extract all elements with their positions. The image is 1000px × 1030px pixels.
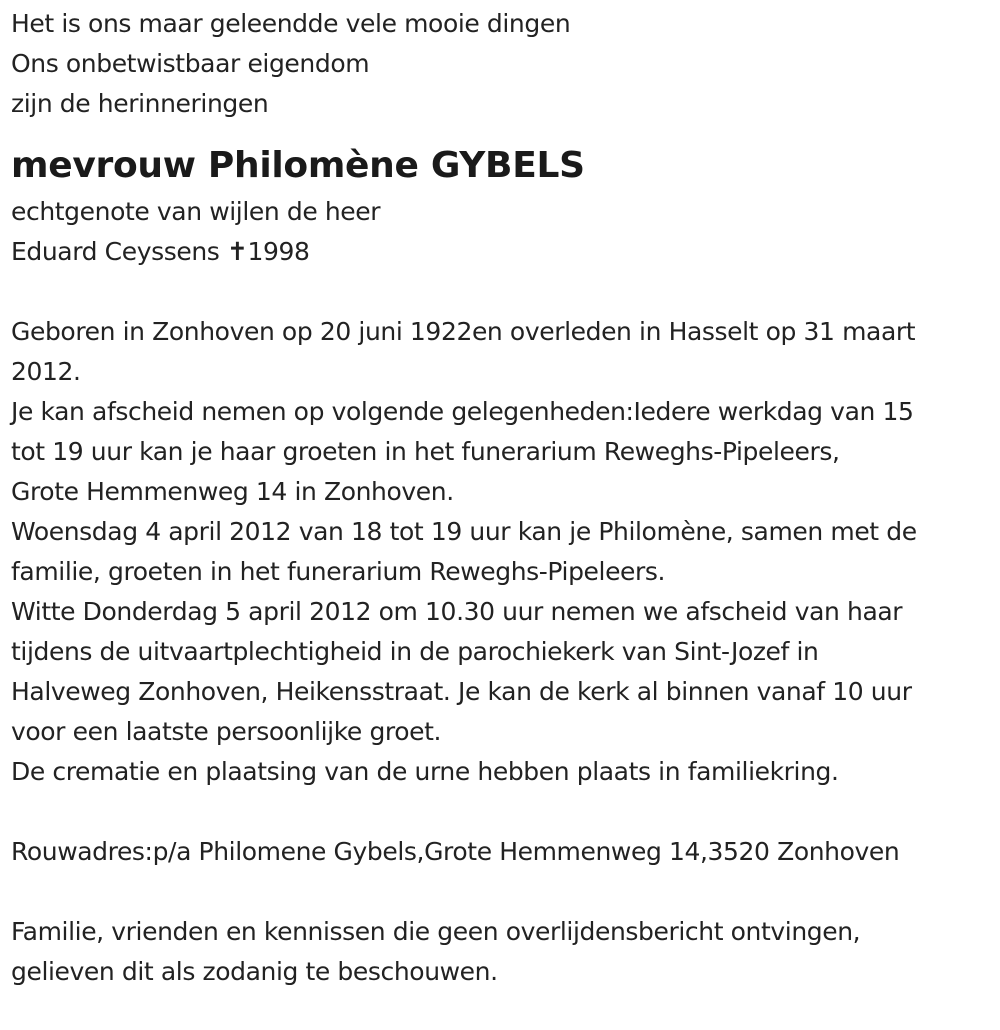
body-line: Halveweg Zonhoven, Heikensstraat. Je kan de kerk al binnen vanaf 10 uur [11,677,912,706]
poem-line: Het is ons maar geleendde vele mooie dingen [11,9,571,38]
spouse-line: echtgenote van wijlen de heer [11,197,381,226]
poem-line: zijn de herinneringen [11,89,269,118]
spouse-year: 1998 [247,237,310,266]
announcement-body [11,312,996,792]
body-line: Je kan afscheid nemen op volgende gelegenheden:Iedere werkdag van 15 [11,397,914,426]
body-line: familie, groeten in het funerarium Reweghs-Pipeleers. [11,557,666,586]
poem-line: Ons onbetwistbaar eigendom [11,49,370,78]
spouse-name: Eduard Ceyssens [11,237,220,266]
cross-icon: ✝ [226,237,248,266]
deceased-name: mevrouw Philomène GYBELS [11,145,585,186]
body-line: tijdens de uitvaartplechtigheid in de parochiekerk van Sint-Jozef in [11,637,819,666]
closing-line: gelieven dit als zodanig te beschouwen. [11,957,498,986]
body-line: Grote Hemmenweg 14 in Zonhoven. [11,477,454,506]
obituary-document [11,4,996,992]
closing-line: Familie, vrienden en kennissen die geen overlijdensbericht ontvingen, [11,917,861,946]
body-line: De crematie en plaatsing van de urne hebben plaats in familiekring. [11,757,839,786]
spacer [11,272,996,312]
body-line: Woensdag 4 april 2012 van 18 tot 19 uur kan je Philomène, samen met de [11,517,917,546]
spouse-name-line [11,232,996,272]
body-line: voor een laatste persoonlijke groet. [11,717,442,746]
mourning-address: Rouwadres:p/a Philomene Gybels,Grote Hemmenweg 14,3520 Zonhoven [11,837,900,866]
closing-note [11,912,996,992]
body-line: tot 19 uur kan je haar groeten in het funerarium Reweghs-Pipeleers, [11,437,840,466]
spacer [11,792,996,832]
poem [11,4,996,124]
body-line: Witte Donderdag 5 april 2012 om 10.30 uur nemen we afscheid van haar [11,597,903,626]
spouse-info [11,192,996,272]
spacer [11,872,996,912]
body-line: 2012. [11,357,81,386]
body-line: Geboren in Zonhoven op 20 juni 1922en overleden in Hasselt op 31 maart [11,317,916,346]
